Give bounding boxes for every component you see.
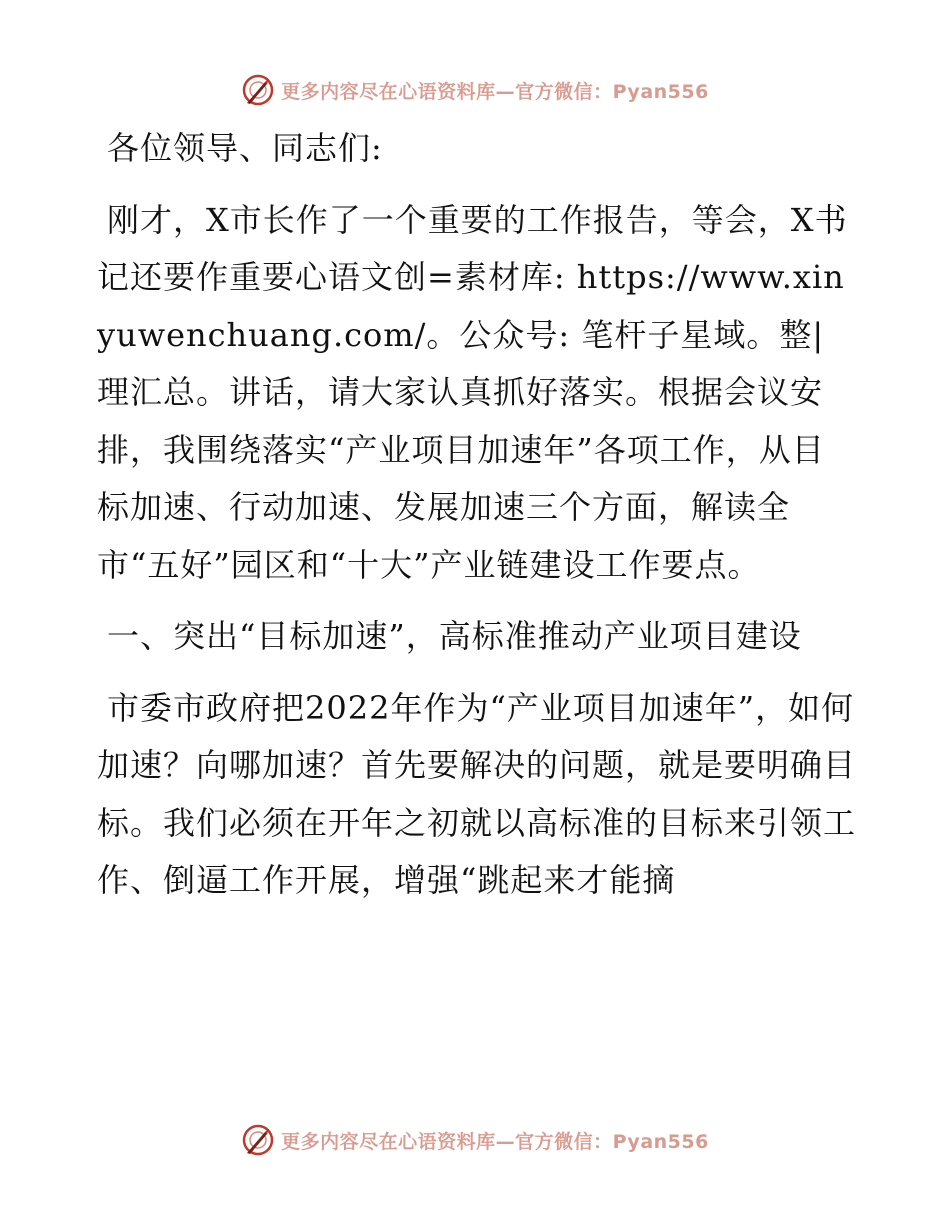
footer-banner-text: 更多内容尽在心语资料库—官方微信：Pyan556 <box>281 1130 709 1153</box>
header-banner <box>0 70 950 110</box>
footer-banner <box>0 1120 950 1160</box>
quill-pen-logo-icon <box>241 73 275 107</box>
quill-pen-logo-icon <box>241 1123 275 1157</box>
salutation: 各位领导、同志们: <box>107 129 383 167</box>
paragraph-section-1: 市委市政府把2022年作为“产业项目加速年”，如何加速？向哪加速？首先要解决的问题，就是要明确目标。我们必须在开年之初就以高标准的目标来引领工作、倒逼工作开展，增强“跳起来才能摘 <box>97 688 857 899</box>
document-body <box>97 120 857 910</box>
section-heading-1: 一、突出“目标加速”，高标准推动产业项目建设 <box>107 617 802 655</box>
header-banner-text: 更多内容尽在心语资料库—官方微信：Pyan556 <box>281 80 709 103</box>
paragraph-intro: 刚才，X市长作了一个重要的工作报告，等会，X书记还要作重要心语文创=素材库: https://www.xinyuwenchuang.com/。公众号: 笔杆子星域。整|理汇总。讲话，请大家认真抓好落实。根据会议安排，我围绕落实“产业项目加速年”各项工作，从目标加速、行动加速、发展加速三个方面，解读全市“五好”园区和“十大”产业链建设工作要点。 <box>97 200 848 584</box>
